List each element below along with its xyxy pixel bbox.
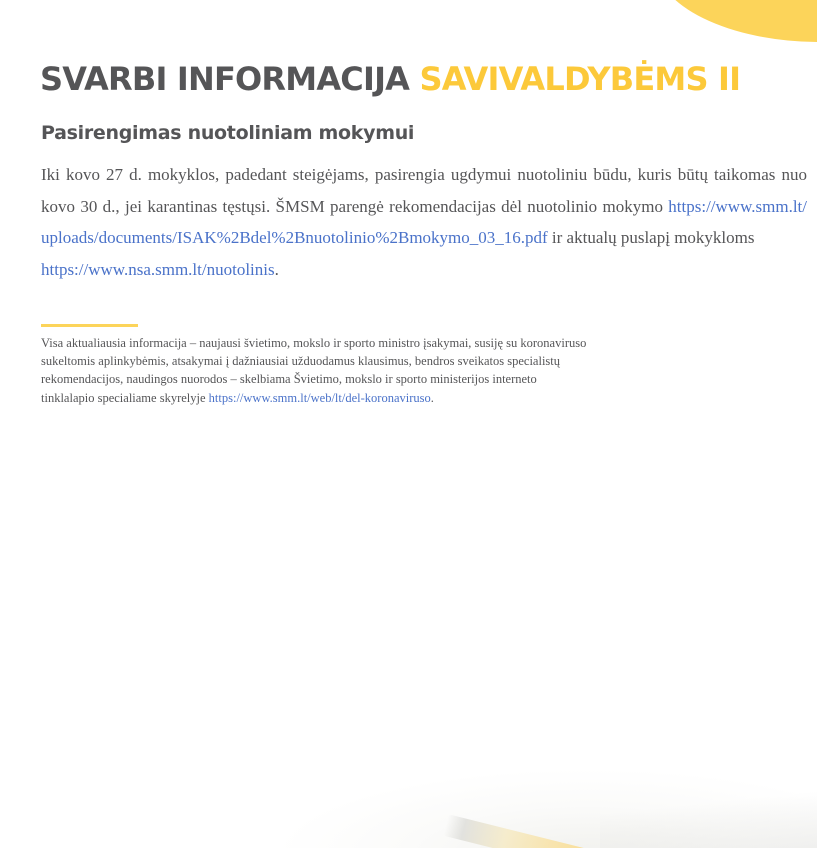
- corner-decoration: [655, 0, 817, 42]
- body-line-1: Iki kovo 27 d. mokyklos, padedant steigėjams, pasirengia ugdymui nuotoliniu būdu, kuris būtų taikomas nuo: [41, 165, 807, 184]
- note-line-4-text: tinklalapio specialiame skyrelyje: [41, 390, 209, 405]
- note-line-4-end: .: [430, 390, 434, 405]
- rekomendacijos-link-part1[interactable]: https://www.smm.lt/: [668, 196, 807, 216]
- note-line-1: Visa aktualiausia informacija – naujausi švietimo, mokslo ir sporto ministro įsakymai, susiję su koronaviruso: [41, 336, 587, 350]
- note-divider: [41, 324, 138, 327]
- body-line-4-end: .: [274, 259, 279, 279]
- body-line-4: [41, 254, 807, 286]
- page-title: [40, 55, 740, 103]
- body-line-3-text: ir aktualų puslapį mokykloms: [547, 228, 755, 247]
- note-line-4: [41, 389, 661, 407]
- section-body: [41, 159, 807, 285]
- title-main: SVARBI INFORMACIJA: [40, 60, 410, 98]
- section-heading: Pasirengimas nuotoliniam mokymui: [41, 122, 415, 144]
- body-line-2: [41, 191, 807, 223]
- title-accent: SAVIVALDYBĖMS II: [419, 60, 741, 98]
- note-line-3: rekomendacijos, naudingos nuorodos – skelbiama Švietimo, mokslo ir sporto ministerijos interneto: [41, 372, 537, 387]
- rekomendacijos-link-part2[interactable]: uploads/documents/ISAK%2Bdel%2Bnuotolinio%2Bmokymo_03_16.pdf: [41, 228, 548, 247]
- nsa-nuotolinis-link[interactable]: https://www.nsa.smm.lt/nuotolinis: [41, 259, 275, 279]
- body-line-3: [41, 222, 807, 254]
- koronaviruso-link[interactable]: https://www.smm.lt/web/lt/del-koronaviruso: [208, 390, 431, 405]
- info-note: [41, 334, 661, 407]
- body-line-2-text: kovo 30 d., jei karantinas tęstųsi. ŠMSM parengė rekomendacijas dėl nuotolinio mokymo: [41, 196, 669, 216]
- note-line-2: sukeltomis aplinkybėmis, atsakymai į dažniausiai užduodamus klausimus, bendros sveikatos specialistų: [41, 354, 561, 369]
